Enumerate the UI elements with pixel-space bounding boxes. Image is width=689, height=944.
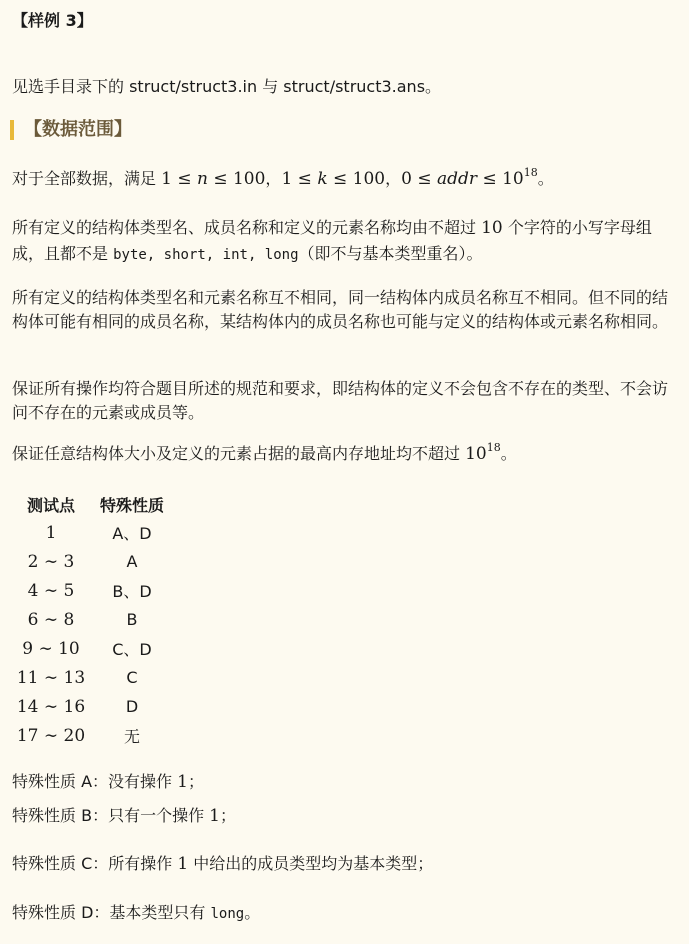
table-row: 17 ∼ 20 无 xyxy=(16,725,140,746)
header-test-point: 测试点 xyxy=(26,495,75,515)
sample-text: 见选手目录下的 struct/struct3.in 与 struct/struct3.ans。 xyxy=(12,77,442,96)
test-point-table xyxy=(12,490,174,750)
long-code: long xyxy=(210,906,245,922)
header-special-property: 特殊性质 xyxy=(99,495,164,515)
table-row: 2 ∼ 3 A xyxy=(27,551,138,572)
paragraph-names: 所有定义的结构体类型名、成员名称和定义的元素名称均由不超过 10 个字符的小写字母组成，且都不是 byte, short, int, long（即不与基本类型重名）。 xyxy=(12,218,652,263)
basic-types-code: byte, short, int, long xyxy=(113,247,299,263)
paragraph-address: 保证任意结构体大小及定义的元素占据的最高内存地址均不超过 $10^{18}$。 xyxy=(12,441,517,464)
property-c: 特殊性质 C：所有操作 1 中给出的成员类型均为基本类型； xyxy=(12,854,434,874)
section-title: 【数据范围】 xyxy=(10,120,132,140)
table-row: 14 ∼ 16 D xyxy=(16,696,139,717)
table-row: 4 ∼ 5 B、D xyxy=(27,580,152,601)
paragraph-validity: 保证所有操作均符合题目所述的规范和要求，即结构体的定义不会包含不存在的类型、不会访问不存在的元素或成员等。 xyxy=(12,379,669,422)
table-row: 11 ∼ 13 C xyxy=(16,667,138,688)
property-d: 特殊性质 D：基本类型只有 long。 xyxy=(12,903,261,922)
range-line: 对于全部数据，满足 1 ≤ n ≤ 100，1 ≤ k ≤ 100，0 ≤ addr ≤ $10^{18}$。 xyxy=(12,166,554,189)
table-row: 1 A、D xyxy=(45,522,152,543)
table-header-row xyxy=(12,490,174,518)
table-row: 9 ∼ 10 C、D xyxy=(22,638,152,659)
range-formula: 1 ≤ n ≤ 100 xyxy=(161,169,266,189)
table-row: 6 ∼ 8 B xyxy=(27,609,138,630)
property-a: 特殊性质 A：没有操作 1； xyxy=(12,772,204,792)
sample-title: 【样例 3】 xyxy=(12,11,93,30)
paragraph-uniqueness: 所有定义的结构体类型名和元素名称互不相同，同一结构体内成员名称互不相同。但不同的结构体可能有相同的成员名称，某结构体内的成员名称也可能与定义的结构体或元素名称相同。 xyxy=(12,288,669,331)
property-b: 特殊性质 B：只有一个操作 1； xyxy=(12,806,236,826)
